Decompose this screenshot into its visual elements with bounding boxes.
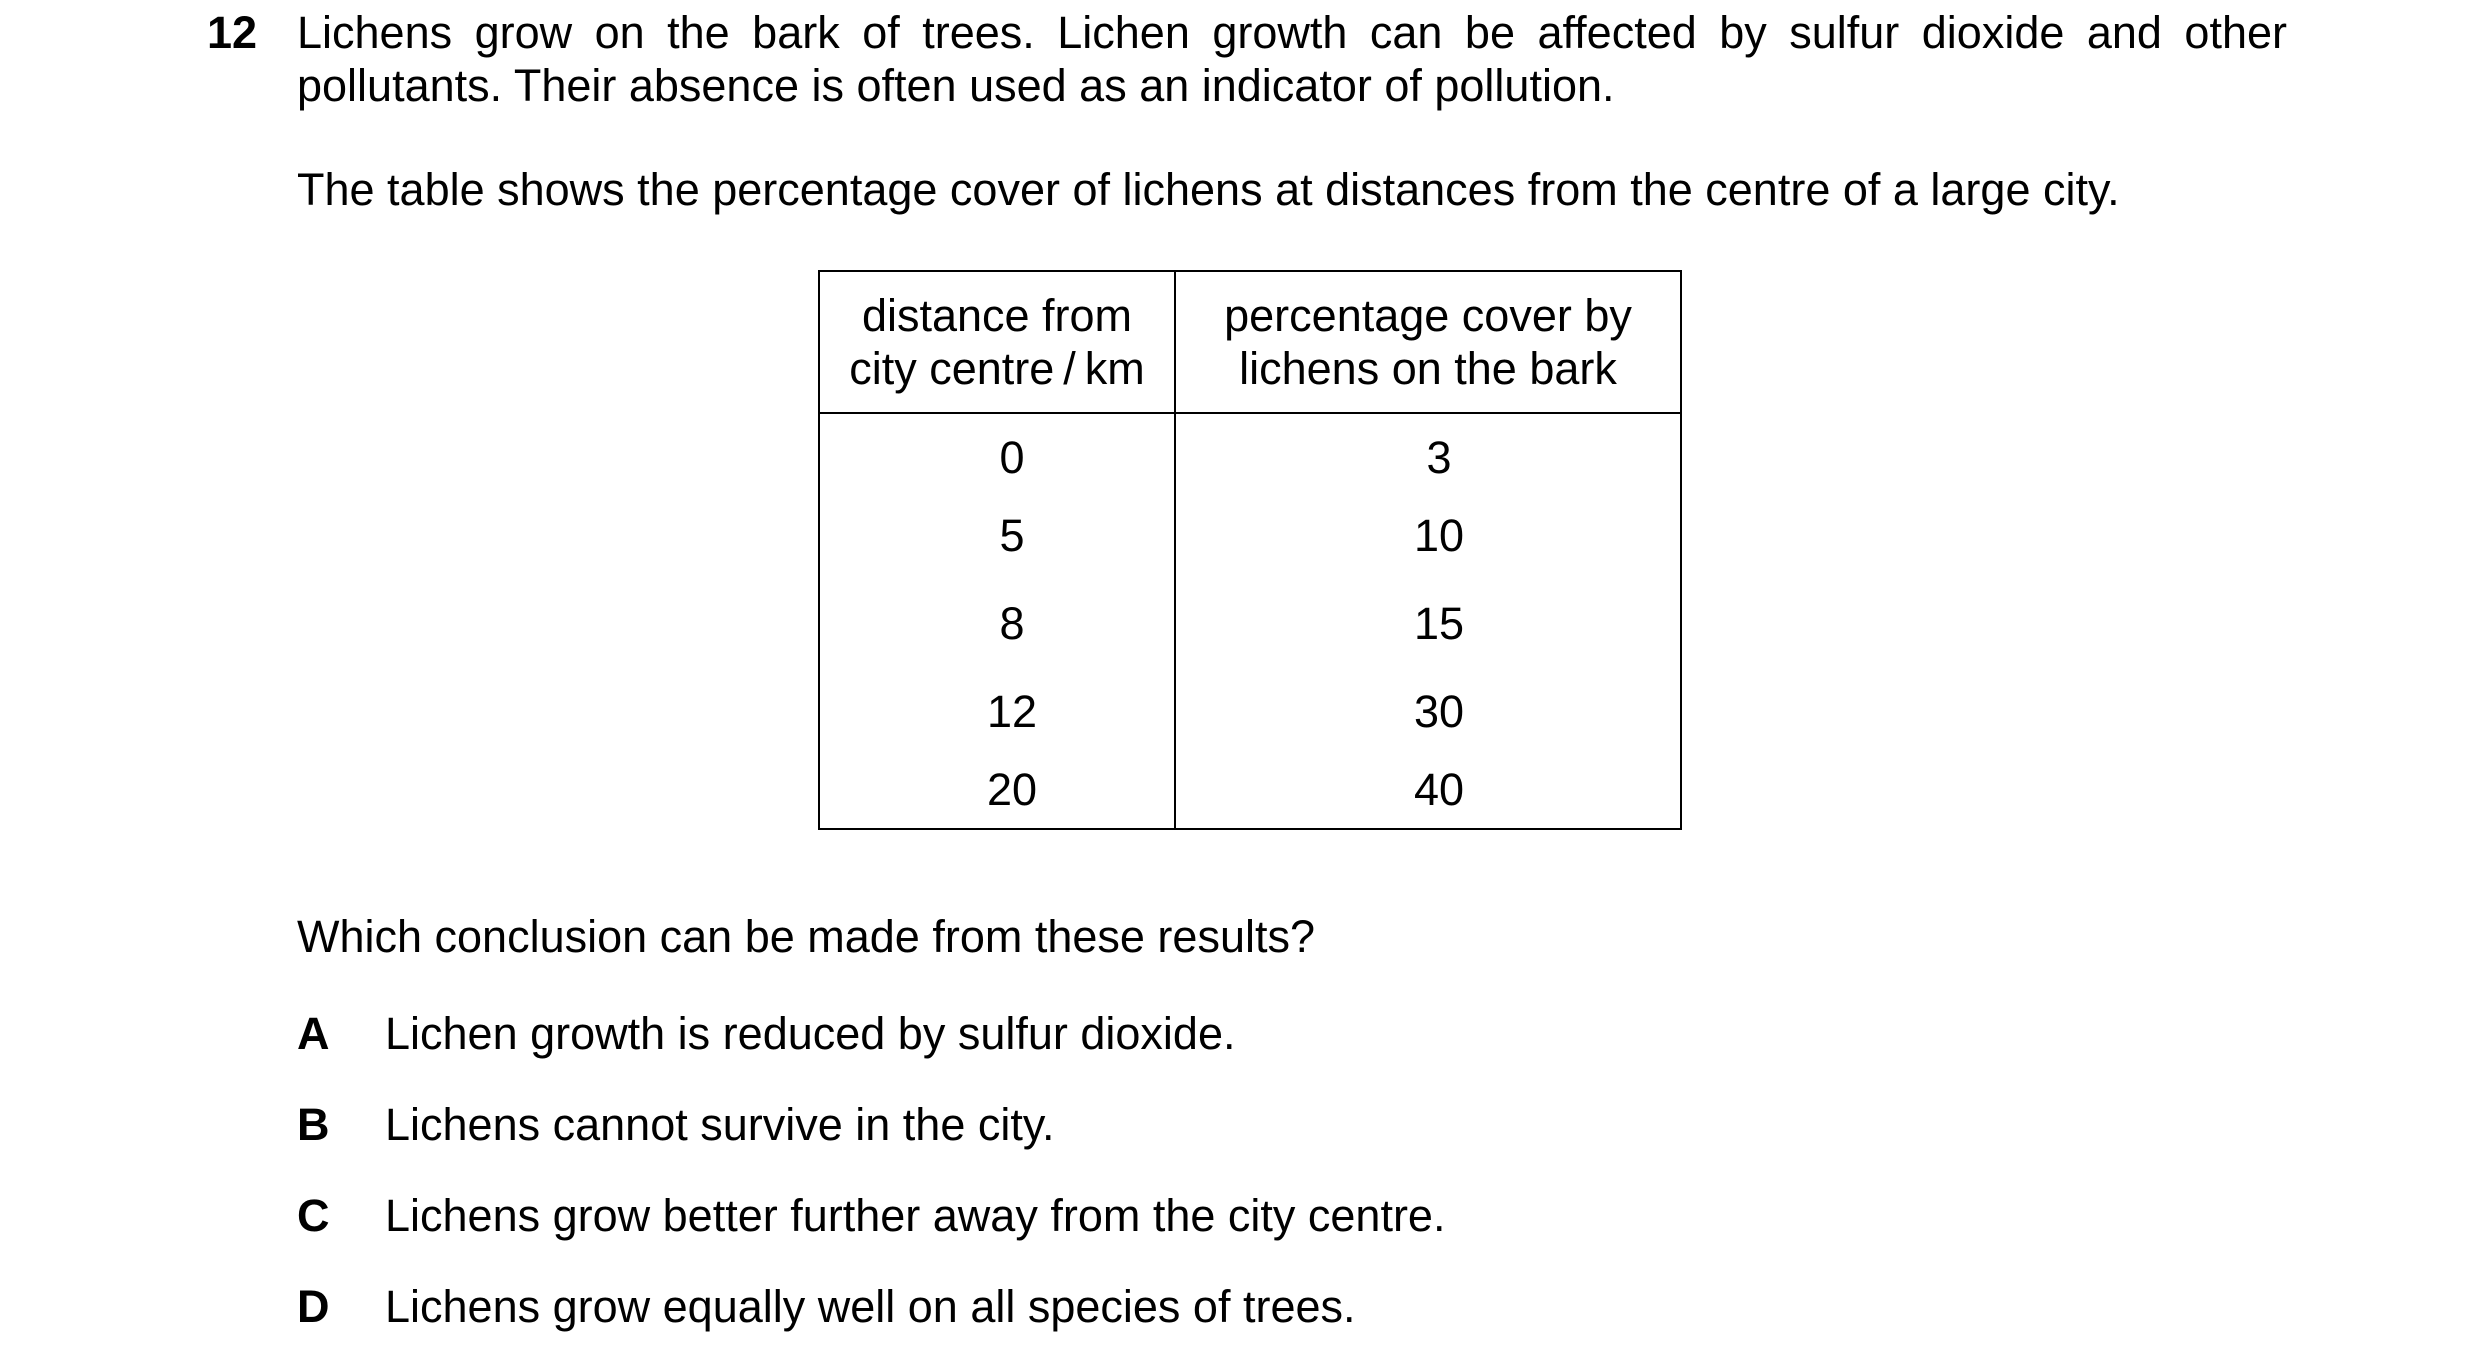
header-distance-line1: distance from [861, 290, 1133, 341]
header-percentage-line1: percentage cover by [1224, 290, 1632, 341]
option-letter: C [297, 1190, 330, 1241]
percentage-cell: 10 [1175, 491, 1681, 579]
question-prompt: Which conclusion can be made from these results? [297, 911, 1315, 962]
option-text: Lichen growth is reduced by sulfur dioxide. [385, 1008, 1236, 1059]
distance-cell: 5 [819, 491, 1175, 579]
distance-cell: 20 [819, 755, 1175, 829]
table-intro: The table shows the percentage cover of lichens at distances from the centre of a large city. [297, 164, 2120, 215]
option-letter: D [297, 1281, 330, 1332]
percentage-cell: 30 [1175, 667, 1681, 755]
option-letter: A [297, 1008, 330, 1059]
table-row [819, 579, 1681, 667]
percentage-cell: 15 [1175, 579, 1681, 667]
header-percentage [1175, 271, 1681, 413]
percentage-cell: 40 [1175, 755, 1681, 829]
table-row [819, 491, 1681, 579]
option-letter: B [297, 1099, 330, 1150]
option-text: Lichens grow better further away from the city centre. [385, 1190, 1446, 1241]
header-percentage-line2: lichens on the bark [1239, 343, 1617, 394]
question-intro: Lichens grow on the bark of trees. Lichen growth can be affected by sulfur dioxide and other pollutants. Their absence is often used as an indicator of pollution. [297, 7, 2287, 111]
option-text: Lichens grow equally well on all species of trees. [385, 1281, 1356, 1332]
table-row [819, 667, 1681, 755]
header-distance [819, 271, 1175, 413]
option-text: Lichens cannot survive in the city. [385, 1099, 1055, 1150]
lichen-data-table [818, 270, 1682, 830]
header-distance-line2: city centre / km [849, 343, 1145, 394]
table-row [819, 413, 1681, 491]
table-row [819, 755, 1681, 829]
distance-cell: 8 [819, 579, 1175, 667]
distance-cell: 0 [819, 413, 1175, 491]
percentage-cell: 3 [1175, 413, 1681, 491]
distance-cell: 12 [819, 667, 1175, 755]
question-number: 12 [207, 7, 258, 58]
table-header-row [819, 271, 1681, 413]
